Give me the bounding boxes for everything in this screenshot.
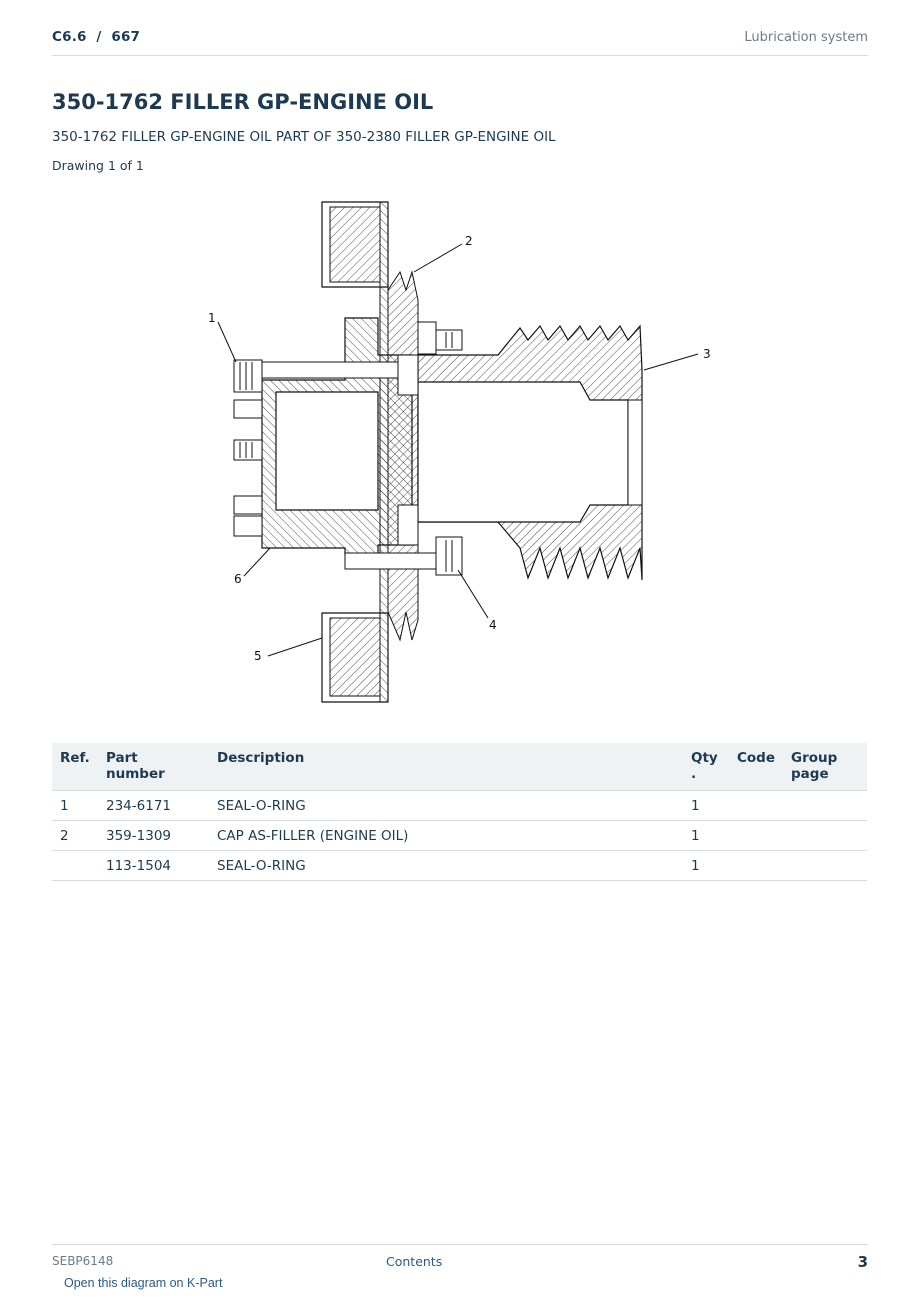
cell-part-number: 359-1309 bbox=[98, 821, 209, 851]
page-title: 350-1762 FILLER GP-ENGINE OIL bbox=[52, 90, 434, 114]
contents-link[interactable]: Contents bbox=[386, 1254, 443, 1269]
cell-qty: 1 bbox=[683, 791, 729, 821]
cell-description: SEAL-O-RING bbox=[209, 791, 683, 821]
callout-5: 5 bbox=[254, 649, 262, 663]
cell-part-number: 234-6171 bbox=[98, 791, 209, 821]
page-number: 3 bbox=[857, 1253, 868, 1271]
cell-ref: 1 bbox=[52, 791, 98, 821]
parts-diagram bbox=[180, 192, 740, 712]
kpart-diagram-link[interactable]: Open this diagram on K-Part bbox=[64, 1276, 223, 1290]
cell-part-number: 113-1504 bbox=[98, 851, 209, 881]
document-id: SEBP6148 bbox=[52, 1254, 114, 1268]
table-row bbox=[52, 851, 867, 881]
page-header bbox=[52, 28, 868, 56]
column-header-code: Code bbox=[729, 743, 783, 791]
cell-description: SEAL-O-RING bbox=[209, 851, 683, 881]
parts-table bbox=[52, 743, 867, 881]
cell-qty: 1 bbox=[683, 851, 729, 881]
callout-6: 6 bbox=[234, 572, 242, 586]
cell-qty: 1 bbox=[683, 821, 729, 851]
column-header-part-number: Part number bbox=[98, 743, 209, 791]
cell-code bbox=[729, 791, 783, 821]
column-header-qty: Qty . bbox=[683, 743, 729, 791]
cell-code bbox=[729, 851, 783, 881]
cell-code bbox=[729, 821, 783, 851]
cell-group-page bbox=[783, 791, 867, 821]
drawing-counter: Drawing 1 of 1 bbox=[52, 158, 144, 173]
column-header-description: Description bbox=[209, 743, 683, 791]
cell-ref bbox=[52, 851, 98, 881]
callout-1: 1 bbox=[208, 311, 216, 325]
page-subtitle: 350-1762 FILLER GP-ENGINE OIL PART OF 350-2380 FILLER GP-ENGINE OIL bbox=[52, 129, 556, 145]
section-name: Lubrication system bbox=[744, 30, 868, 45]
callout-3: 3 bbox=[703, 347, 711, 361]
table-row bbox=[52, 821, 867, 851]
page-footer bbox=[52, 1244, 868, 1275]
cell-description: CAP AS-FILLER (ENGINE OIL) bbox=[209, 821, 683, 851]
callout-2: 2 bbox=[465, 234, 473, 248]
lower-seal bbox=[322, 613, 388, 702]
upper-seal bbox=[322, 202, 388, 287]
cell-ref: 2 bbox=[52, 821, 98, 851]
model-reference: C6.6 / 667 bbox=[52, 29, 141, 45]
table-row bbox=[52, 791, 867, 821]
callout-4: 4 bbox=[489, 618, 497, 632]
column-header-group-page: Group page bbox=[783, 743, 867, 791]
table-header-row bbox=[52, 743, 867, 791]
cell-group-page bbox=[783, 851, 867, 881]
cell-group-page bbox=[783, 821, 867, 851]
column-header-ref: Ref. bbox=[52, 743, 98, 791]
